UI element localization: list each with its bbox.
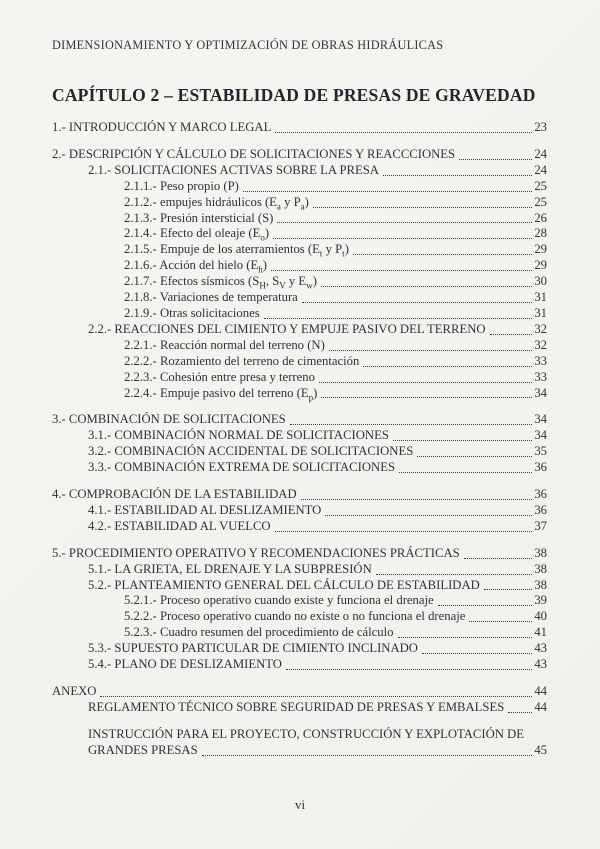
toc-entry-page: 25 bbox=[534, 194, 547, 209]
dot-leader bbox=[490, 334, 533, 335]
toc-entry bbox=[52, 487, 547, 503]
dot-leader bbox=[508, 712, 532, 713]
dot-leader bbox=[469, 621, 532, 622]
toc-entry-label: 2.2.3.- Cohesión entre presa y terreno bbox=[124, 369, 315, 384]
toc-entry bbox=[52, 460, 547, 476]
toc-entry-label: 3.2.- COMBINACIÓN ACCIDENTAL DE SOLICITACIONES bbox=[88, 444, 414, 459]
dot-leader bbox=[271, 270, 532, 271]
toc-entry bbox=[52, 684, 547, 700]
toc-entry bbox=[52, 625, 547, 641]
toc-entry bbox=[52, 242, 547, 258]
dot-leader bbox=[290, 424, 533, 425]
toc-entry bbox=[52, 290, 547, 306]
toc-entry-page: 41 bbox=[534, 625, 547, 640]
dot-leader bbox=[459, 159, 532, 160]
toc-entry-page: 29 bbox=[534, 258, 547, 273]
dot-leader bbox=[264, 318, 533, 319]
toc-entry-label: 2.1.7.- Efectos sísmicos ($S_H$, $S_V$ y $E_w$) bbox=[124, 274, 317, 291]
subscript-symbol: a bbox=[276, 201, 281, 212]
dot-leader bbox=[438, 605, 533, 606]
toc-entry-page: 23 bbox=[534, 120, 547, 134]
toc-entry-label: REGLAMENTO TÉCNICO SOBRE SEGURIDAD DE PRESAS Y EMBALSES bbox=[88, 699, 505, 714]
toc-entry bbox=[52, 386, 547, 402]
toc-entry bbox=[52, 226, 547, 242]
dot-leader bbox=[398, 637, 533, 638]
toc-entry-label: 5.- PROCEDIMIENTO OPERATIVO Y RECOMENDACIONES PRÁCTICAS bbox=[52, 545, 460, 560]
dot-leader bbox=[100, 696, 532, 697]
subscript-symbol: t bbox=[319, 248, 323, 259]
toc-entry-page: 34 bbox=[534, 385, 547, 400]
toc-entry-label: GRANDES PRESAS bbox=[88, 742, 198, 757]
dot-leader bbox=[275, 531, 533, 532]
toc-entry-page: 36 bbox=[534, 487, 547, 502]
dot-leader bbox=[464, 558, 533, 559]
subscript-symbol: o bbox=[260, 232, 265, 243]
toc-entry-label: 2.2.4.- Empuje pasivo del terreno $(E_p)$ bbox=[124, 385, 318, 403]
toc-entry-label: 2.2.- REACCIONES DEL CIMIENTO Y EMPUJE PASIVO DEL TERRENO bbox=[88, 321, 486, 336]
toc-entry bbox=[52, 700, 547, 716]
subscript-symbol: t bbox=[342, 248, 345, 259]
toc-entry bbox=[52, 727, 547, 743]
toc-entry bbox=[52, 562, 547, 578]
toc-entry-page: 25 bbox=[534, 178, 547, 193]
dot-leader bbox=[422, 653, 532, 654]
toc-entry-page: 45 bbox=[534, 742, 547, 757]
toc-entry bbox=[52, 503, 547, 519]
toc-entry bbox=[52, 211, 547, 227]
dot-leader bbox=[363, 366, 532, 367]
toc-entry-label: 4.1.- ESTABILIDAD AL DESLIZAMIENTO bbox=[88, 502, 322, 517]
toc-entry-page: 36 bbox=[534, 460, 547, 475]
toc-entry-label: 2.1.9.- Otras solicitaciones bbox=[124, 305, 260, 320]
toc-entry bbox=[52, 444, 547, 460]
toc-entry-page: 44 bbox=[534, 684, 547, 698]
toc-entry bbox=[52, 743, 547, 759]
dot-leader bbox=[286, 669, 532, 670]
toc-entry-label: 2.1.4.- Efecto del oleaje $(E_o)$ bbox=[124, 226, 270, 243]
toc-entry-label: 3.- COMBINACIÓN DE SOLICITACIONES bbox=[52, 412, 286, 427]
dot-leader bbox=[302, 302, 533, 303]
toc-entry-page: 33 bbox=[534, 353, 547, 368]
subscript-symbol: a bbox=[300, 201, 305, 212]
toc-entry-label: 2.1.2.- empujes hidráulicos ($E_a$ y $P_a$) bbox=[124, 194, 309, 212]
toc-entry bbox=[52, 657, 547, 673]
dot-leader bbox=[321, 286, 532, 287]
toc-entry-page: 33 bbox=[534, 369, 547, 384]
toc-entry-page: 31 bbox=[534, 290, 547, 305]
toc-entry-label: 5.3.- SUPUESTO PARTICULAR DE CIMIENTO INCLINADO bbox=[88, 641, 418, 656]
toc-entry-label: 2.1.1.- Peso propio (P) bbox=[124, 178, 239, 193]
toc-entry bbox=[52, 609, 547, 625]
toc-entry-label: 2.- DESCRIPCIÓN Y CÁLCULO DE SOLICITACIONES Y REACCCIONES bbox=[52, 146, 456, 161]
toc-entry-label: 5.2.1.- Proceso operativo cuando existe y funciona el drenaje bbox=[124, 593, 434, 608]
dot-leader bbox=[321, 397, 532, 398]
toc-entry-label: ANEXO bbox=[52, 684, 97, 698]
running-header: DIMENSIONAMIENTO Y OPTIMIZACIÓN DE OBRAS HIDRÁULICAS bbox=[52, 38, 444, 52]
toc-entry-label: 2.1.- SOLICITACIONES ACTIVAS SOBRE LA PRESA bbox=[88, 162, 379, 177]
toc-entry-label: 2.1.8.- Variaciones de temperatura bbox=[124, 290, 298, 305]
toc-entry-page: 32 bbox=[534, 321, 547, 336]
dot-leader bbox=[277, 222, 532, 223]
dot-leader bbox=[376, 574, 533, 575]
dot-leader bbox=[319, 382, 532, 383]
page-number-footer: vi bbox=[294, 797, 306, 812]
toc-entry bbox=[52, 519, 547, 535]
toc-entry bbox=[52, 306, 547, 322]
toc-entry-label: 2.2.1.- Reacción normal del terreno (N) bbox=[124, 337, 325, 352]
toc-entry-label: 2.1.5.- Empuje de los aterramientos ($E_t$ y $P_t$) bbox=[124, 242, 349, 259]
subscript-symbol: V bbox=[279, 280, 286, 291]
toc-entry-label: 5.4.- PLANO DE DESLIZAMIENTO bbox=[88, 657, 282, 672]
dot-leader bbox=[273, 238, 532, 239]
toc-entry-label: 4.2.- ESTABILIDAD AL VUELCO bbox=[88, 518, 271, 533]
toc-entry bbox=[52, 412, 547, 428]
toc-entry bbox=[52, 147, 547, 163]
toc-entry bbox=[52, 370, 547, 386]
toc-entry bbox=[52, 338, 547, 354]
dot-leader bbox=[399, 472, 532, 473]
toc-entry-page: 32 bbox=[534, 337, 547, 352]
toc-entry bbox=[52, 163, 547, 179]
toc-entry-label: INSTRUCCIÓN PARA EL PROYECTO, CONSTRUCCIÓN Y EXPLOTACIÓN DE bbox=[88, 726, 525, 741]
subscript-symbol: H bbox=[259, 280, 266, 291]
toc-entry-label: 5.1.- LA GRIETA, EL DRENAJE Y LA SUBPRESIÓN bbox=[88, 561, 372, 576]
toc-entry-page: 34 bbox=[534, 412, 547, 427]
toc-entry-label: 5.2.- PLANTEAMIENTO GENERAL DEL CÁLCULO DE ESTABILIDAD bbox=[88, 577, 480, 592]
subscript-symbol: w bbox=[306, 280, 313, 291]
toc-entry bbox=[52, 274, 547, 290]
dot-leader bbox=[353, 254, 532, 255]
dot-leader bbox=[301, 499, 533, 500]
toc-entry-page: 40 bbox=[534, 609, 547, 624]
toc-entry-label: 1.- INTRODUCCIÓN Y MARCO LEGAL bbox=[52, 120, 272, 134]
toc-entry-page: 43 bbox=[534, 641, 547, 656]
toc-entry bbox=[52, 641, 547, 657]
toc-entry-label: 2.2.2.- Rozamiento del terreno de cimentación bbox=[124, 353, 360, 368]
dot-leader bbox=[393, 440, 532, 441]
toc-entry-label: 4.- COMPROBACIÓN DE LA ESTABILIDAD bbox=[52, 487, 297, 502]
dot-leader bbox=[313, 207, 532, 208]
toc-entry-page: 30 bbox=[534, 274, 547, 289]
toc-entry bbox=[52, 428, 547, 444]
dot-leader bbox=[202, 755, 533, 756]
toc-entry-page: 44 bbox=[534, 699, 547, 714]
toc-entry-page: 28 bbox=[534, 226, 547, 241]
toc-entry-page: 38 bbox=[534, 577, 547, 592]
toc-entry bbox=[52, 322, 547, 338]
toc-entry-label: 3.3.- COMBINACIÓN EXTREMA DE SOLICITACIONES bbox=[88, 460, 396, 475]
subscript-symbol: p bbox=[308, 392, 314, 403]
toc-entry bbox=[52, 546, 547, 562]
toc-entry bbox=[52, 593, 547, 609]
toc-entry-page: 24 bbox=[534, 146, 547, 161]
toc-entry-page: 36 bbox=[534, 502, 547, 517]
toc-entry-page: 29 bbox=[534, 242, 547, 257]
dot-leader bbox=[243, 191, 532, 192]
toc-entry-page: 38 bbox=[534, 545, 547, 560]
toc-entry-label: 5.2.3.- Cuadro resumen del procedimiento de cálculo bbox=[124, 625, 394, 640]
dot-leader bbox=[383, 175, 532, 176]
toc-entry-page: 24 bbox=[534, 162, 547, 177]
toc-entry bbox=[52, 354, 547, 370]
toc-entry-page: 38 bbox=[534, 561, 547, 576]
dot-leader bbox=[329, 350, 533, 351]
toc-entry-page: 39 bbox=[534, 593, 547, 608]
toc-entry-page: 35 bbox=[534, 444, 547, 459]
table-of-contents bbox=[52, 120, 547, 759]
toc-entry bbox=[52, 120, 547, 136]
dot-leader bbox=[417, 456, 532, 457]
subscript-symbol: h bbox=[258, 264, 263, 275]
toc-entry bbox=[52, 258, 547, 274]
toc-entry-page: 31 bbox=[534, 305, 547, 320]
toc-entry-label: 3.1.- COMBINACIÓN NORMAL DE SOLICITACIONES bbox=[88, 428, 389, 443]
toc-entry-page: 37 bbox=[534, 518, 547, 533]
dot-leader bbox=[325, 515, 532, 516]
toc-entry bbox=[52, 578, 547, 594]
toc-entry bbox=[52, 179, 547, 195]
dot-leader bbox=[275, 132, 532, 133]
chapter-title: CAPÍTULO 2 – ESTABILIDAD DE PRESAS DE GRAVEDAD bbox=[52, 85, 536, 105]
toc-entry-label: 2.1.3.- Presión intersticial (S) bbox=[124, 210, 274, 225]
toc-entry-page: 43 bbox=[534, 657, 547, 672]
toc-entry bbox=[52, 195, 547, 211]
toc-entry-label: 2.1.6.- Acción del hielo $(E_h)$ bbox=[124, 258, 267, 275]
dot-leader bbox=[484, 589, 533, 590]
toc-entry-page: 26 bbox=[534, 210, 547, 225]
toc-entry-label: 5.2.2.- Proceso operativo cuando no existe o no funciona el drenaje bbox=[124, 609, 466, 624]
toc-entry-page: 34 bbox=[534, 428, 547, 443]
